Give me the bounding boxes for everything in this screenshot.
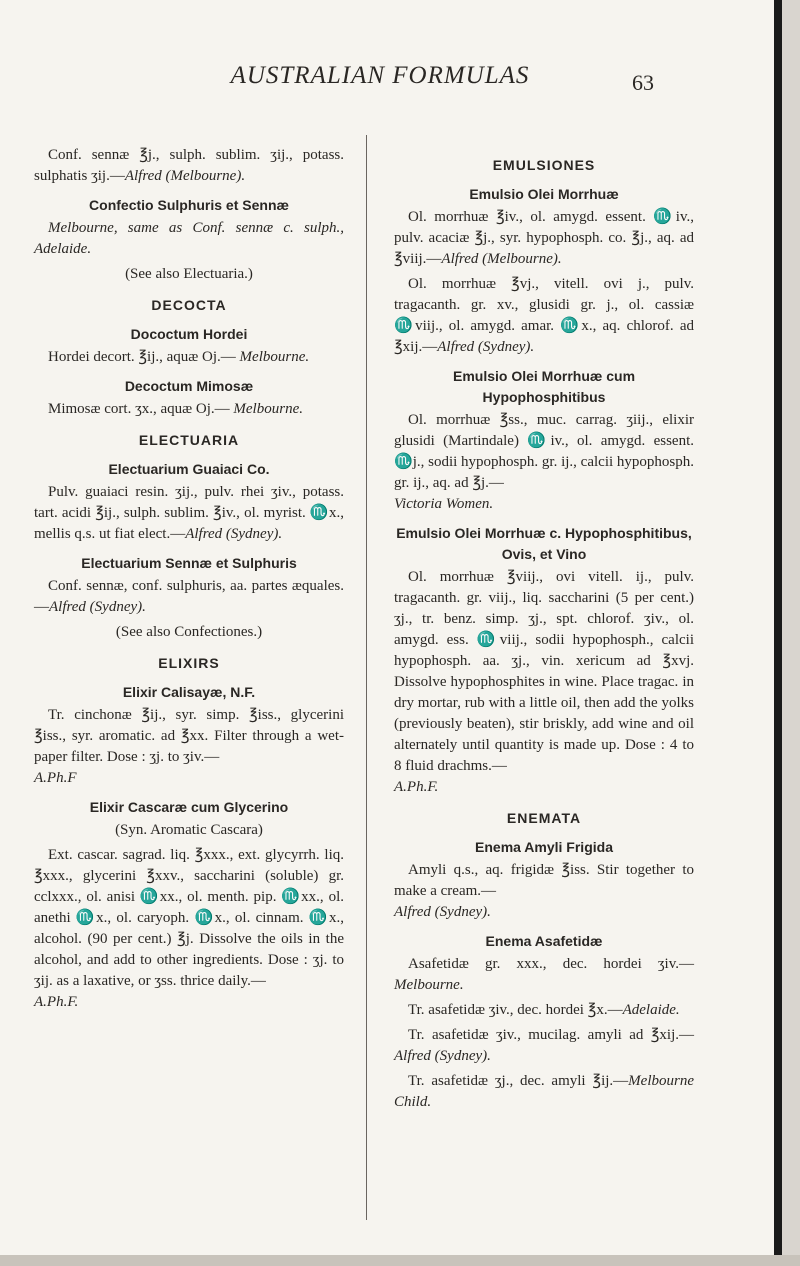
paragraph: Ol. morrhuæ ℥viij., ovi vitell. ij., pulv. tragacanth. gr. viij., liq. saccharini (5 per cent.) ʒj., tr. benz. simp. ʒj., spt. chlorof. ʒiv., ol. amygd. ess. ♏viij., sodii hypophosph., calcii hypophosph. aa. ʒj., vin. xericum ad ℥xvj. Dissolve hypophosphites in wine. Place tragac. in dry mortar, rub with a little oil, then add the yolks (previously beaten), stir briskly, add wine and oil alternately until quantity is made up. Dose : 4 to 8 fluid drachms.— A.Ph.F. — [394, 569, 694, 795]
paragraph: Amyli q.s., aq. frigidæ ℥iss. Stir together to make a cream.— Alfred (Sydney). — [394, 862, 694, 920]
paragraph: Tr. asafetidæ ʒiv., mucilag. amyli ad ℥xij.—Alfred (Sydney). — [394, 1027, 694, 1064]
column-divider — [366, 135, 367, 1220]
paragraph: Tr. asafetidæ ʒiv., dec. hordei ℥x.—Adelaide. — [408, 1002, 680, 1018]
paragraph: Melbourne, same as Conf. sennæ c. sulph., Adelaide. — [34, 220, 344, 257]
entry-title: Confectio Sulphuris et Sennæ — [89, 197, 289, 213]
entry-title: Decoctum Mimosæ — [124, 378, 254, 394]
paragraph: Pulv. guaiaci resin. ʒij., pulv. rhei ʒiv., potass. tart. acidi ℥ij., sulph. sublim. ℥iv., ol. myrist. ♏x., mellis q.s. ut fiat elect.—Alfred (Sydney). — [34, 484, 344, 542]
bottom-edge — [0, 1255, 800, 1266]
paragraph: Tr. asafetidæ ʒj., dec. amyli ℥ij.—Melbourne Child. — [394, 1073, 694, 1110]
section-heading: DECOCTA — [151, 297, 227, 313]
paragraph: Asafetidæ gr. xxx., dec. hordei ʒiv.—Melbourne. — [394, 956, 694, 993]
right-column — [394, 145, 694, 1117]
entry-title: Dococtum Hordei — [130, 326, 248, 342]
page-number: 63 — [632, 70, 654, 95]
paragraph: (Syn. Aromatic Cascara) — [115, 822, 263, 838]
entry-title: Elixir Cascaræ cum Glycerino — [89, 799, 289, 815]
paragraph: Conf. sennæ ℥j., sulph. sublim. ʒij., potass. sulphatis ʒij.—Alfred (Melbourne). — [34, 147, 344, 184]
section-heading: ELIXIRS — [158, 655, 220, 671]
entry-title: Elixir Calisayæ, N.F. — [122, 684, 256, 700]
paragraph: Ext. cascar. sagrad. liq. ℥xxx., ext. glycyrrh. liq. ℥xxx., glycerini ℥xxv., saccharini (soluble) gr. cclxxx., ol. anisi ♏xx., ol. menth. pip. ♏xx., ol. anethi ♏x., ol. caryoph. ♏x., ol. cinnam. ♏x., alcohol. (90 per cent.) ℥j. Dissolve the oils in the alcohol, and add to other ingredients. Dose : ʒj. to ʒij. as a laxative, or ʒss. thrice daily.— A.Ph.F. — [34, 847, 344, 1010]
paragraph: (See also Electuaria.) — [125, 266, 253, 282]
entry-title: Emulsio Olei Morrhuæ c. Hypophosphitibus, Ovis, et Vino — [396, 525, 692, 562]
left-column — [34, 145, 344, 1017]
entry-title: Electuarium Sennæ et Sulphuris — [81, 555, 297, 571]
page-edge — [782, 0, 800, 1266]
source: Alfred (Melbourne). — [124, 168, 246, 184]
entry-title: Enema Asafetidæ — [485, 933, 603, 949]
paragraph: (See also Confectiones.) — [115, 624, 263, 640]
paragraph: Ol. morrhuæ ℥ss., muc. carrag. ʒiij., elixir glusidi (Martindale) ♏iv., ol. amygd. essent. ♏j., sodii hypophosph. gr. ij., calcii hypophosph. gr. ij., aq. ad ℥j.— Victoria Women. — [394, 412, 694, 512]
section-heading: ELECTUARIA — [138, 432, 240, 448]
section-heading: ENEMATA — [506, 810, 582, 826]
binding-edge — [774, 0, 782, 1266]
paragraph: Hordei decort. ℥ij., aquæ Oj.— Melbourne. — [48, 349, 310, 365]
entry-title: Electuarium Guaiaci Co. — [108, 461, 270, 477]
paragraph: Conf. sennæ, conf. sulphuris, aa. partes æquales.—Alfred (Sydney). — [34, 578, 344, 615]
paragraph: Tr. cinchonæ ℥ij., syr. simp. ℥iss., glycerini ℥iss., syr. aromatic. ad ℥xx. Filter through a wet-paper filter. Dose : ʒj. to ʒiv.— A.Ph.F — [34, 707, 344, 786]
entry-title: Enema Amyli Frigida — [475, 839, 613, 855]
paragraph: Ol. morrhuæ ℥iv., ol. amygd. essent. ♏iv., pulv. acaciæ ℥j., syr. hypophosph. co. ℥j., aq. ad ℥viij.—Alfred (Melbourne). — [394, 209, 694, 267]
paragraph: Mimosæ cort. ʒx., aquæ Oj.— Melbourne. — [48, 401, 303, 417]
section-heading: EMULSIONES — [492, 157, 596, 173]
running-title: AUSTRALIAN FORMULAS — [230, 62, 530, 89]
entry-title: Emulsio Olei Morrhuæ — [469, 186, 619, 202]
paragraph: Ol. morrhuæ ℥vj., vitell. ovi j., pulv. tragacanth. gr. xv., glusidi gr. j., ol. cassiæ ♏viij., ol. amygd. amar. ♏x., aq. chlorof. ad ℥xij.—Alfred (Sydney). — [394, 276, 694, 355]
entry-title: Emulsio Olei Morrhuæ cum Hypophosphitibus — [452, 368, 636, 405]
